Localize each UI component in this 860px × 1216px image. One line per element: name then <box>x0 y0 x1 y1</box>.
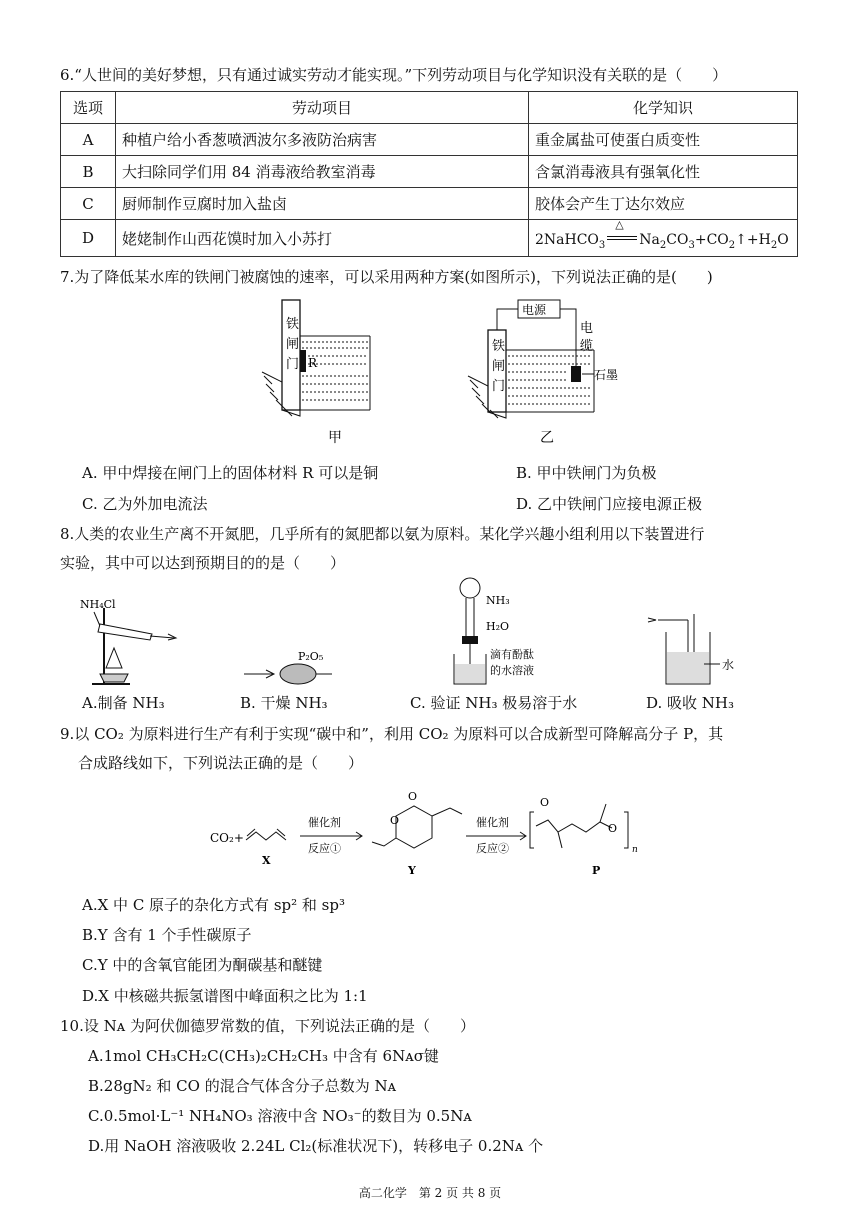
apparatus-a <box>80 598 176 684</box>
svg-text:NH₃: NH₃ <box>486 594 510 607</box>
figure-jia <box>262 300 370 446</box>
table-row <box>61 220 798 257</box>
q9-option-c[interactable]: C.Y 中的含氧官能团为酮碳基和醚键 <box>82 956 323 974</box>
q8-option-b[interactable]: B. 干燥 NH₃ <box>240 694 328 712</box>
svg-text:H₂O: H₂O <box>486 620 510 633</box>
table-row <box>61 124 798 156</box>
q10-option-c[interactable]: C.0.5mol·L⁻¹ NH₄NO₃ 溶液中含 NO₃⁻的数目为 0.5Nᴀ <box>88 1107 472 1125</box>
q8-apparatus <box>70 578 770 690</box>
svg-text:铁: 铁 <box>286 317 300 332</box>
figure-yi <box>468 300 618 446</box>
q9-stem-line2: 合成路线如下，下列说法正确的是（ ） <box>78 754 364 772</box>
svg-text:缆: 缆 <box>580 339 594 354</box>
svg-text:NH₄Cl: NH₄Cl <box>80 598 116 611</box>
q8-option-c[interactable]: C. 验证 NH₃ 极易溶于水 <box>410 694 578 712</box>
q8-stem-line1: 8.人类的农业生产离不开氮肥，几乎所有的氮肥都以氨为原料。某化学兴趣小组利用以下装置进行 <box>60 525 705 543</box>
row-chem: 重金属盐可使蛋白质变性 <box>529 124 798 156</box>
row-labor: 种植户给小香葱喷洒波尔多液防治病害 <box>116 124 529 156</box>
page-footer: 高二化学 第 2 页 共 8 页 <box>358 1186 502 1200</box>
svg-text:P₂O₅: P₂O₅ <box>298 650 324 663</box>
apparatus-c <box>454 578 534 684</box>
svg-text:水: 水 <box>722 658 735 672</box>
svg-text:Y: Y <box>408 864 416 877</box>
row-labor: 姥姥制作山西花馍时加入小苏打 <box>116 220 529 257</box>
row-option: A <box>61 124 116 156</box>
svg-text:O: O <box>408 790 418 803</box>
svg-text:的水溶液: 的水溶液 <box>490 664 534 677</box>
q8-option-d[interactable]: D. 吸收 NH₃ <box>646 694 735 712</box>
q7-option-d[interactable]: D. 乙中铁闸门应接电源正极 <box>516 495 703 513</box>
table-header-row <box>61 92 798 124</box>
header-option: 选项 <box>61 92 116 124</box>
q8-option-a[interactable]: A.制备 NH₃ <box>82 694 165 712</box>
row-labor: 大扫除同学们用 84 消毒液给教室消毒 <box>116 156 529 188</box>
heat-symbol: △ <box>615 217 624 231</box>
svg-text:甲: 甲 <box>328 430 342 446</box>
q10-option-a[interactable]: A.1mol CH₃CH₂C(CH₃)₂CH₂CH₃ 中含有 6Nᴀσ键 <box>88 1047 439 1065</box>
row-labor: 厨师制作豆腐时加入盐卤 <box>116 188 529 220</box>
q7-option-a[interactable]: A. 甲中焊接在闸门上的固体材料 R 可以是铜 <box>82 464 379 482</box>
svg-text:反应①: 反应① <box>308 842 341 855</box>
svg-text:O: O <box>390 814 400 827</box>
svg-text:CO₂+: CO₂+ <box>210 831 244 845</box>
q10-option-b[interactable]: B.28gN₂ 和 CO 的混合气体含分子总数为 Nᴀ <box>88 1077 397 1095</box>
table-row <box>61 156 798 188</box>
q7-figures <box>250 292 619 452</box>
q9-scheme <box>200 786 660 890</box>
svg-text:乙: 乙 <box>540 430 554 446</box>
row-option: D <box>61 220 116 257</box>
row-option: B <box>61 156 116 188</box>
q6-table <box>60 91 798 257</box>
svg-text:n: n <box>632 845 638 855</box>
apparatus-b <box>244 650 332 684</box>
q9-option-d[interactable]: D.X 中核磁共振氢谱图中峰面积之比为 1:1 <box>82 987 368 1005</box>
table-row <box>61 188 798 220</box>
svg-text:滴有酚酞: 滴有酚酞 <box>490 648 534 661</box>
q8-stem-line2: 实验，其中可以达到预期目的的是（ ） <box>60 554 346 572</box>
q9-option-a[interactable]: A.X 中 C 原子的杂化方式有 sp² 和 sp³ <box>82 896 345 914</box>
svg-text:反应②: 反应② <box>476 842 509 855</box>
q10-stem: 10.设 Nᴀ 为阿伏伽德罗常数的值，下列说法正确的是（ ） <box>60 1017 475 1035</box>
q7-option-c[interactable]: C. 乙为外加电流法 <box>82 495 208 513</box>
svg-text:P: P <box>592 864 601 877</box>
row-chem: 含氯消毒液具有强氧化性 <box>529 156 798 188</box>
svg-text:铁: 铁 <box>492 339 506 354</box>
q6-stem: 6.“人世间的美好梦想，只有通过诚实劳动才能实现。”下列劳动项目与化学知识没有关联的是（ ） <box>60 66 728 84</box>
header-labor: 劳动项目 <box>116 92 529 124</box>
svg-text:R: R <box>308 356 318 370</box>
svg-text:电源: 电源 <box>522 303 547 317</box>
svg-text:催化剂: 催化剂 <box>476 816 509 829</box>
row-option: C <box>61 188 116 220</box>
svg-text:X: X <box>262 854 271 867</box>
q9-stem-line1: 9.以 CO₂ 为原料进行生产有利于实现“碳中和”，利用 CO₂ 为原料可以合成新型可降解高分子 P，其 <box>60 725 724 743</box>
svg-text:闸: 闸 <box>492 359 506 374</box>
q9-option-b[interactable]: B.Y 含有 1 个手性碳原子 <box>82 926 252 944</box>
q7-option-b[interactable]: B. 甲中铁闸门为负极 <box>516 464 657 482</box>
q10-option-d[interactable]: D.用 NaOH 溶液吸收 2.24L Cl₂(标准状况下)，转移电子 0.2Nᴀ 个 <box>88 1137 544 1155</box>
svg-text:闸: 闸 <box>286 337 300 352</box>
apparatus-d <box>648 614 734 684</box>
q7-stem: 7.为了降低某水库的铁闸门被腐蚀的速率，可以采用两种方案(如图所示)，下列说法正确的是( ) <box>60 268 713 286</box>
svg-text:电: 电 <box>580 321 594 336</box>
row-chem-reaction: 2NaHCO$_3$ △ $Na_2CO_3+CO_2↑+H_2O$ <box>529 220 798 257</box>
svg-text:O: O <box>540 796 550 809</box>
svg-text:O: O <box>608 822 618 835</box>
svg-text:石墨: 石墨 <box>594 368 619 382</box>
header-chem: 化学知识 <box>529 92 798 124</box>
row-chem: 胶体会产生丁达尔效应 <box>529 188 798 220</box>
svg-text:门: 门 <box>286 357 300 372</box>
svg-text:催化剂: 催化剂 <box>308 816 341 829</box>
svg-text:门: 门 <box>492 379 506 394</box>
